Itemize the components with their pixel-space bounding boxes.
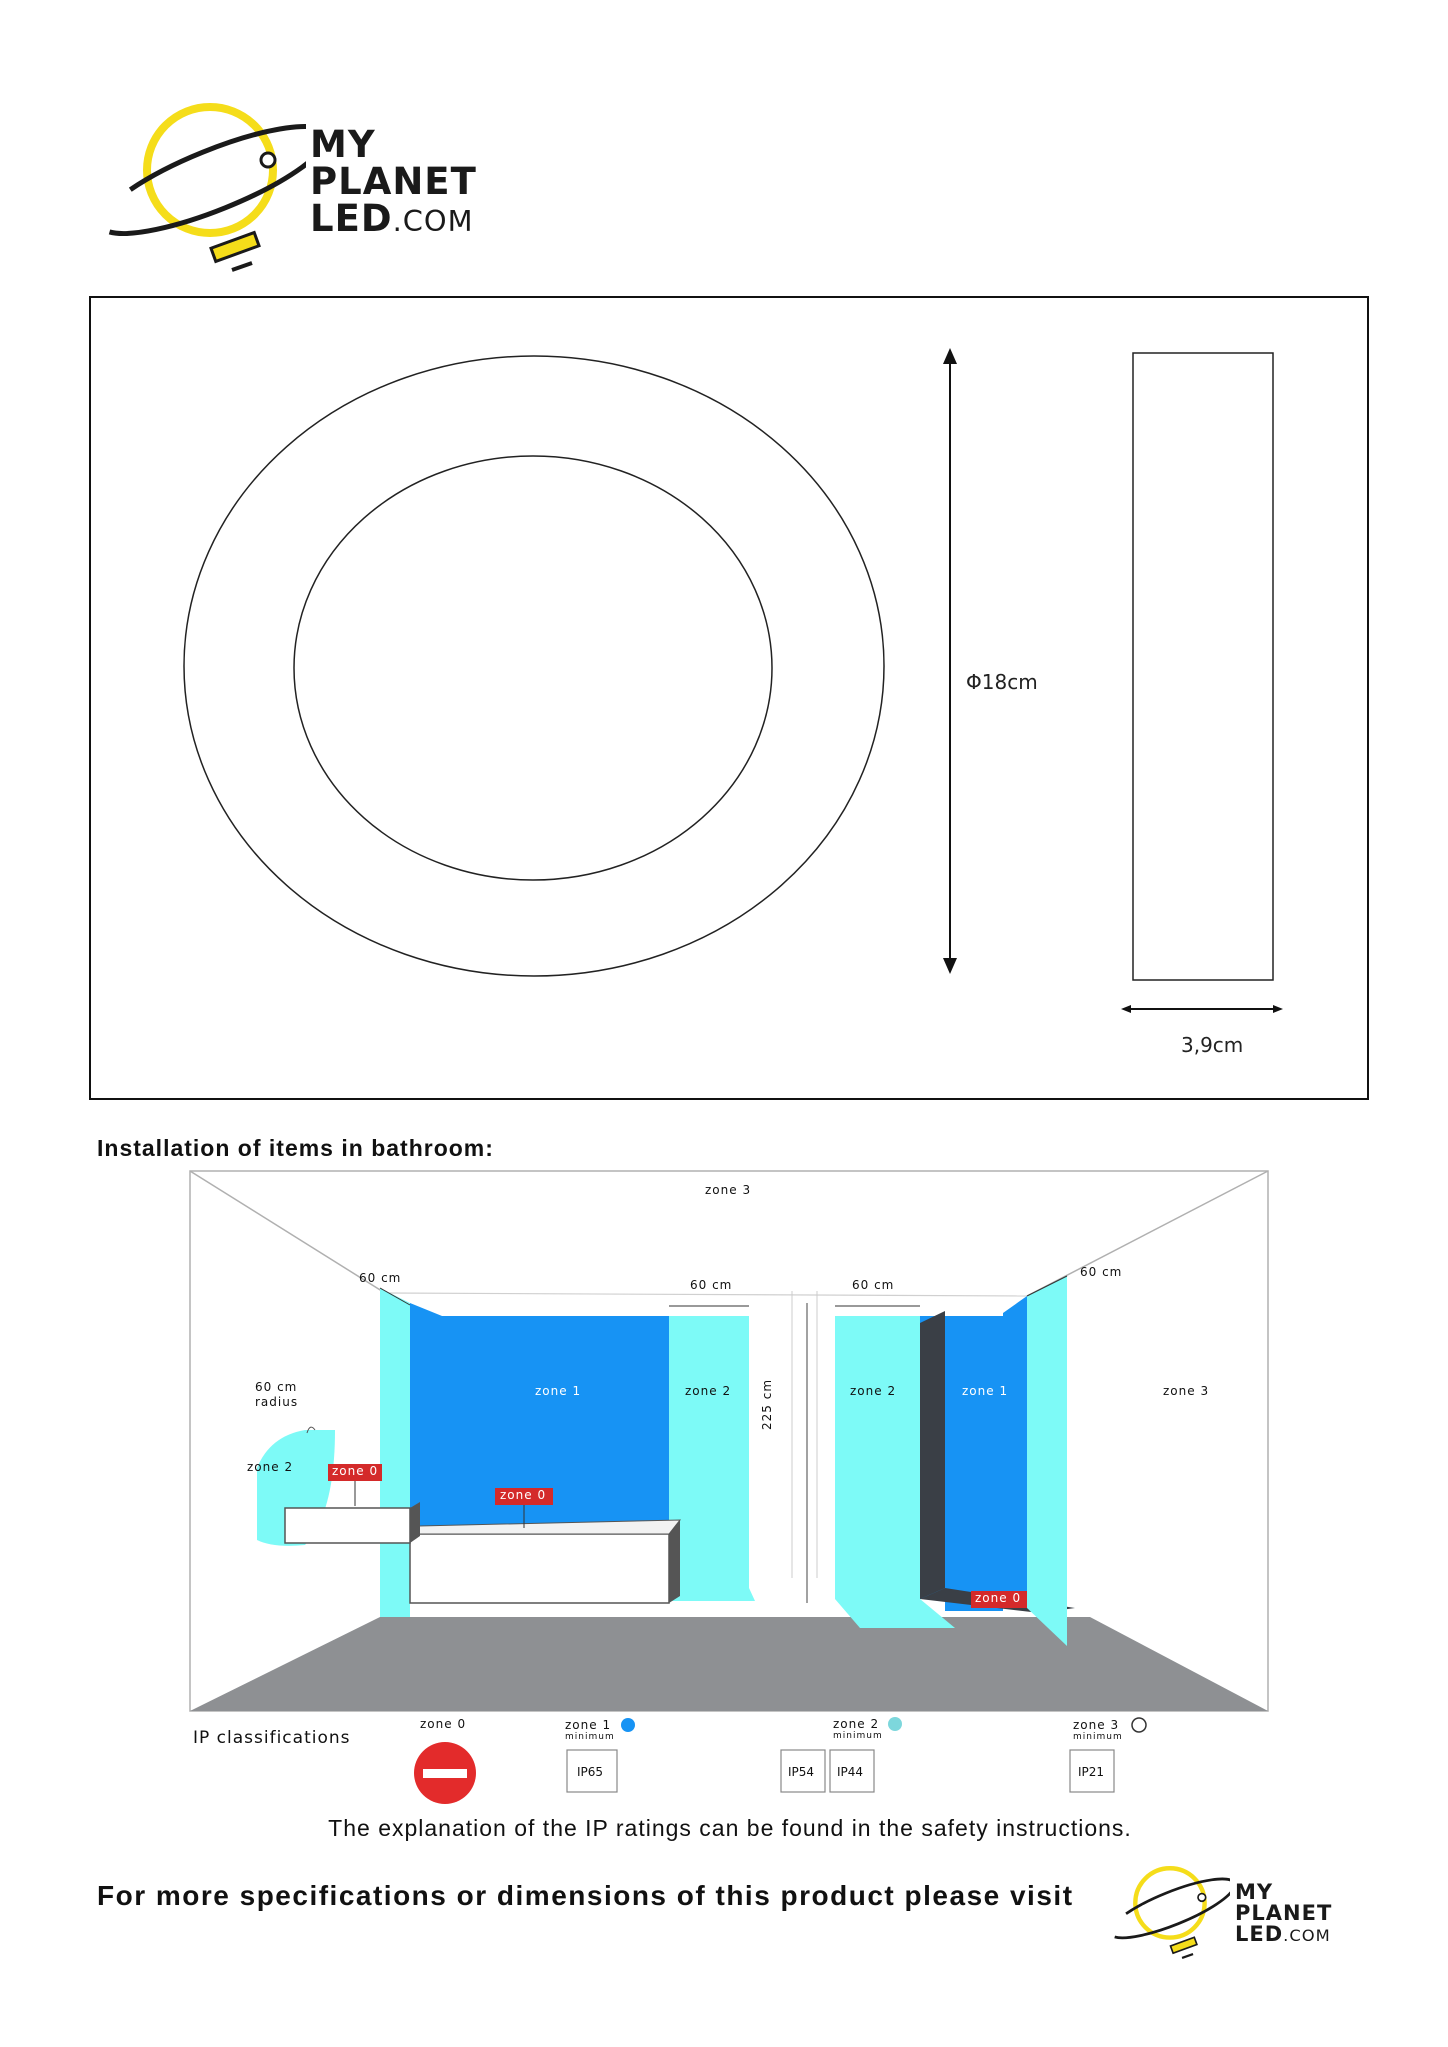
- bathtub: [410, 1534, 669, 1603]
- shower-glass-panel: [920, 1311, 945, 1599]
- footer-brand-line-1: MY: [1235, 1880, 1274, 1904]
- legend-zone0: zone 0: [420, 1717, 467, 1731]
- footer-brand-line-2: PLANET: [1235, 1901, 1333, 1925]
- legend-zone3: zone 3: [1073, 1718, 1120, 1732]
- sink: [285, 1508, 410, 1543]
- zone2-bath-strip: [669, 1316, 749, 1588]
- dimension-drawing: [89, 296, 1369, 1100]
- zone1-color-dot-icon: [621, 1718, 635, 1732]
- ip54-label: IP54: [788, 1765, 815, 1779]
- zone0-shower-label: zone 0: [975, 1591, 1022, 1605]
- legend-zone2: zone 2: [833, 1717, 880, 1731]
- zone2-bath-label: zone 2: [685, 1384, 732, 1398]
- ip21-label: IP21: [1078, 1765, 1105, 1779]
- footer-brand-line-3: LED.COM: [1235, 1922, 1331, 1946]
- height-label: 3,9cm: [1181, 1033, 1244, 1057]
- brand-line-1: MY: [310, 123, 376, 166]
- height-225-label: 225 cm: [760, 1378, 774, 1430]
- ip-ratings-caption: The explanation of the IP ratings can be found in the safety instructions.: [328, 1815, 1132, 1841]
- zone0-sink-label: zone 0: [332, 1464, 379, 1478]
- zone2-shower-strip: [835, 1316, 920, 1599]
- inner-ring-outline: [294, 456, 772, 880]
- radius-label-2: radius: [255, 1395, 299, 1409]
- zone3-color-dot-icon: [1132, 1718, 1146, 1732]
- planet-bulb-logo-icon: [1100, 1860, 1230, 1970]
- zone1-shower-label: zone 1: [962, 1384, 1009, 1398]
- zone2-shower-label: zone 2: [850, 1384, 897, 1398]
- legend-zone2-min: minimum: [833, 1731, 883, 1741]
- footer-logo: [1100, 1860, 1350, 1970]
- dim-60cm-mid-left: 60 cm: [690, 1278, 733, 1292]
- radius-label-1: 60 cm: [255, 1380, 298, 1394]
- legend-zone1: zone 1: [565, 1718, 612, 1732]
- zone3-right-label: zone 3: [1163, 1384, 1210, 1398]
- side-profile-outline: [1133, 353, 1273, 980]
- dim-60cm-mid-right: 60 cm: [852, 1278, 895, 1292]
- brand-line-3: LED.COM: [310, 197, 474, 240]
- dim-60cm-left: 60 cm: [359, 1271, 402, 1285]
- diameter-label: Φ18cm: [966, 670, 1038, 694]
- ip-classifications-title: IP classifications: [193, 1728, 351, 1748]
- ip44-label: IP44: [837, 1765, 864, 1779]
- dim-60cm-right: 60 cm: [1080, 1265, 1123, 1279]
- zone1-bath-label: zone 1: [535, 1384, 582, 1398]
- ip65-label: IP65: [577, 1765, 604, 1779]
- bathroom-zones-illustration: [185, 1168, 1273, 1812]
- brand-wordmark: [310, 123, 477, 240]
- footer-brand-wordmark: [1235, 1882, 1332, 1945]
- dimension-drawing-frame: [89, 296, 1369, 1100]
- footer-visit-text: For more specifications or dimensions of this product please visit: [97, 1880, 1074, 1911]
- planet-bulb-logo-icon: [96, 92, 306, 292]
- legend-zone1-min: minimum: [565, 1732, 615, 1742]
- floor: [190, 1617, 1268, 1711]
- zone3-top-label: zone 3: [705, 1183, 752, 1197]
- legend-zone3-min: minimum: [1073, 1732, 1123, 1742]
- zone2-color-dot-icon: [888, 1717, 902, 1731]
- bathroom-section-title: Installation of items in bathroom:: [97, 1135, 494, 1161]
- zone2-left-wall-strip: [380, 1288, 410, 1617]
- header-logo: [96, 92, 476, 292]
- outer-ring-outline: [184, 356, 884, 976]
- brand-line-2: PLANET: [310, 160, 477, 203]
- zone0-bath-label: zone 0: [500, 1488, 547, 1502]
- zone2-right-wall-strip: [1027, 1276, 1067, 1646]
- zone2-sink-label: zone 2: [247, 1460, 294, 1474]
